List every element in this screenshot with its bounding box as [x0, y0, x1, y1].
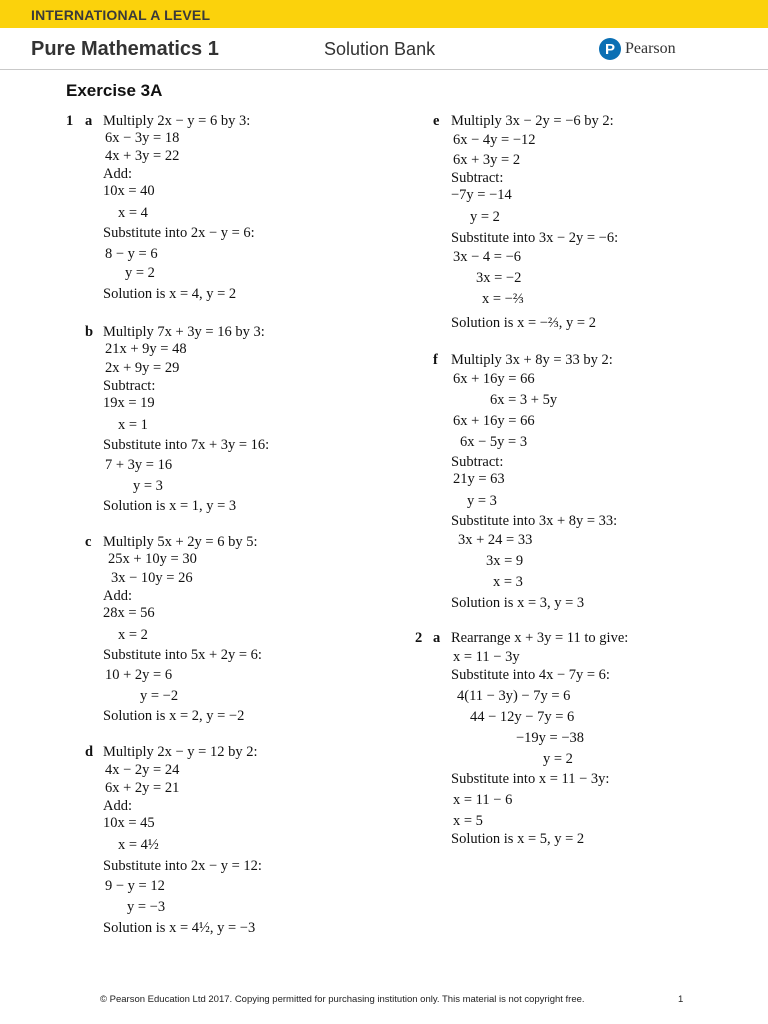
solution-line: x = 11 − 3y — [453, 649, 520, 665]
solution-line: Multiply 2x − y = 6 by 3: — [103, 113, 251, 129]
header-divider — [0, 69, 768, 70]
solution-line: Solution is x = 4½, y = −3 — [103, 920, 256, 936]
solution-line: Subtract: — [103, 378, 156, 394]
solution-line: Solution is x = 2, y = −2 — [103, 708, 245, 724]
solution-line: 10x = 40 — [103, 183, 155, 199]
question-number: 2 — [415, 630, 423, 646]
pearson-logo-icon: P — [599, 38, 621, 60]
solution-line: y = 3 — [133, 478, 163, 494]
solution-line: x = 4½ — [118, 837, 159, 853]
solution-line: Substitute into 2x − y = 12: — [103, 858, 262, 874]
solution-line: 21x + 9y = 48 — [105, 341, 187, 357]
footer-copyright: © Pearson Education Ltd 2017. Copying permitted for purchasing institution only. This material is not copyright free. — [100, 994, 585, 1005]
solution-line: Substitute into x = 11 − 3y: — [451, 771, 610, 787]
solution-line: Substitute into 5x + 2y = 6: — [103, 647, 262, 663]
solution-line: Subtract: — [451, 170, 504, 186]
solution-line: 4x − 2y = 24 — [105, 762, 180, 778]
solution-line: Multiply 3x − 2y = −6 by 2: — [451, 113, 614, 129]
part-letter: d — [85, 744, 94, 760]
solution-line: 3x = 9 — [486, 553, 524, 569]
solution-line: 21y = 63 — [453, 471, 505, 487]
solution-line: −7y = −14 — [451, 187, 512, 203]
solution-line: 3x − 4 = −6 — [453, 249, 522, 265]
solution-line: 6x − 5y = 3 — [460, 434, 528, 450]
part-letter: f — [433, 352, 438, 368]
part-letter: b — [85, 324, 94, 340]
solution-line: 2x + 9y = 29 — [105, 360, 180, 376]
solution-line: 6x + 3y = 2 — [453, 152, 521, 168]
part-letter: a — [85, 113, 93, 129]
solution-line: y = 2 — [470, 209, 500, 225]
solution-line: x = 2 — [118, 627, 148, 643]
solution-line: 6x + 16y = 66 — [453, 413, 535, 429]
section-title: Solution Bank — [324, 39, 436, 59]
solution-line: x = 1 — [118, 417, 148, 433]
solution-line: Multiply 2x − y = 12 by 2: — [103, 744, 258, 760]
part-letter: c — [85, 534, 92, 550]
solution-line: 7 + 3y = 16 — [105, 457, 173, 473]
solution-line: 4x + 3y = 22 — [105, 148, 180, 164]
solution-line: 6x − 4y = −12 — [453, 132, 536, 148]
band-label: INTERNATIONAL A LEVEL — [31, 7, 211, 23]
solution-line: x = 5 — [453, 813, 483, 829]
solution-line: x = 4 — [118, 205, 148, 221]
solution-line: −19y = −38 — [516, 730, 585, 746]
pearson-logo — [599, 38, 676, 60]
solution-line: 6x − 3y = 18 — [105, 130, 180, 146]
solution-line: y = −2 — [140, 688, 179, 704]
solution-line: Subtract: — [451, 454, 504, 470]
question-number: 1 — [66, 113, 74, 129]
solution-line: Solution is x = 4, y = 2 — [103, 286, 237, 302]
solution-line: 9 − y = 12 — [105, 878, 165, 894]
solution-line: 19x = 19 — [103, 395, 155, 411]
solution-line: x = −⅔ — [482, 291, 524, 307]
solution-line: Add: — [103, 588, 132, 604]
solution-line: Add: — [103, 798, 132, 814]
solution-line: 8 − y = 6 — [105, 246, 158, 262]
solution-line: Substitute into 7x + 3y = 16: — [103, 437, 270, 453]
solution-line: 6x = 3 + 5y — [490, 392, 558, 408]
solution-line: Solution is x = 5, y = 2 — [451, 831, 585, 847]
solution-line: Substitute into 3x − 2y = −6: — [451, 230, 619, 246]
solution-line: x = 3 — [493, 574, 523, 590]
solution-line: Solution is x = 1, y = 3 — [103, 498, 237, 514]
course-title: Pure Mathematics 1 — [31, 38, 219, 60]
solution-line: 6x + 16y = 66 — [453, 371, 535, 387]
solution-line: Add: — [103, 166, 132, 182]
page-number: 1 — [678, 994, 684, 1005]
solution-line: y = −3 — [127, 899, 166, 915]
solution-line: Rearrange x + 3y = 11 to give: — [451, 630, 629, 646]
solution-line: 28x = 56 — [103, 605, 155, 621]
header-band — [0, 0, 768, 28]
solution-line: 3x + 24 = 33 — [458, 532, 533, 548]
solution-line: y = 2 — [125, 265, 155, 281]
solution-line: x = 11 − 6 — [453, 792, 513, 808]
solution-line: Multiply 3x + 8y = 33 by 2: — [451, 352, 613, 368]
exercise-title: Exercise 3A — [66, 81, 163, 100]
part-letter: e — [433, 113, 440, 129]
solution-line: Substitute into 4x − 7y = 6: — [451, 667, 610, 683]
solution-line: Solution is x = 3, y = 3 — [451, 595, 585, 611]
solution-line: 10x = 45 — [103, 815, 155, 831]
part-letter: a — [433, 630, 441, 646]
pearson-logo-text: Pearson — [625, 40, 676, 57]
solution-line: 44 − 12y − 7y = 6 — [470, 709, 575, 725]
solution-line: 10 + 2y = 6 — [105, 667, 173, 683]
solution-line: 3x − 10y = 26 — [111, 570, 193, 586]
solution-line: 6x + 2y = 21 — [105, 780, 180, 796]
solution-line: 4(11 − 3y) − 7y = 6 — [457, 688, 571, 704]
solution-line: Solution is x = −⅔, y = 2 — [451, 315, 596, 331]
solution-line: Substitute into 3x + 8y = 33: — [451, 513, 618, 529]
solution-line: Substitute into 2x − y = 6: — [103, 225, 255, 241]
solution-line: y = 3 — [467, 493, 497, 509]
solution-line: y = 2 — [543, 751, 573, 767]
solution-line: Multiply 7x + 3y = 16 by 3: — [103, 324, 265, 340]
solution-line: Multiply 5x + 2y = 6 by 5: — [103, 534, 258, 550]
solution-line: 25x + 10y = 30 — [108, 551, 197, 567]
solution-line: 3x = −2 — [476, 270, 522, 286]
